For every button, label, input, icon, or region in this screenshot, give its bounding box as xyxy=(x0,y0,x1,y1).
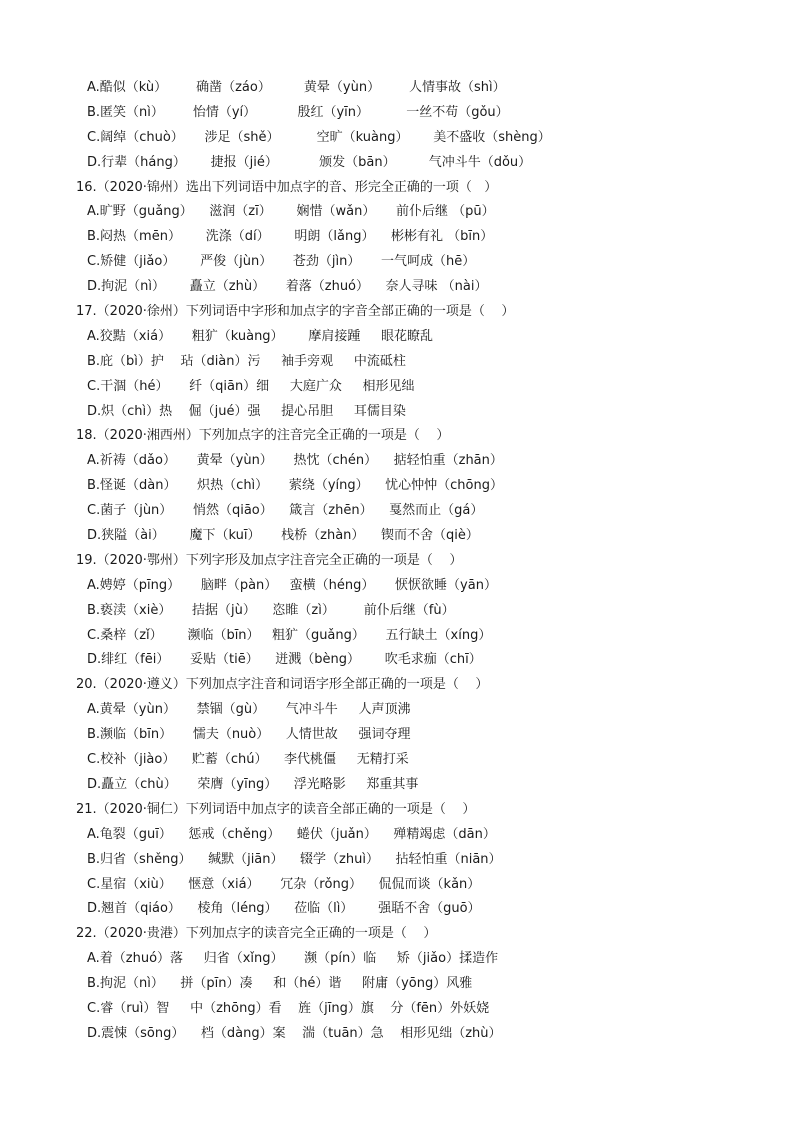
answer-option: A.祈祷（dǎo） 黄晕（yùn） 热忱（chén） 掂轻怕重（zhān） xyxy=(87,453,503,469)
answer-option: D.行辈（háng） 捷报（jié） 颁发（bān） 气冲斗牛（dǒu） xyxy=(87,154,532,170)
answer-option: B.闷热（mēn） 洗涤（dí） 明朗（lǎng） 彬彬有礼 （bīn） xyxy=(87,229,494,245)
answer-option: D.矗立（chù） 荣膺（yīng） 浮光略影 郑重其事 xyxy=(87,776,419,792)
question-stem: 17.（2020·徐州）下列词语中字形和加点字的字音全部正确的一项是（ ） xyxy=(76,304,515,320)
question-stem: 21.（2020·铜仁）下列词语中加点字的读音全部正确的一项是（ ） xyxy=(76,801,476,817)
answer-option: C.菌子（jùn） 悄然（qiāo） 箴言（zhēn） 戛然而止（gá） xyxy=(87,503,484,519)
answer-option: A.狡黠（xiá） 粗犷（kuàng） 摩肩接踵 眼花瞭乱 xyxy=(87,328,434,344)
answer-option: B.归省（shěng） 缄默（jiān） 辍学（zhuì） 拈轻怕重（niān） xyxy=(87,851,502,867)
question-stem: 18.（2020·湘西州）下列加点字的注音完全正确的一项是（ ） xyxy=(76,428,450,444)
answer-option: C.桑梓（zǐ） 濒临（bīn） 粗犷（guǎng） 五行缺土（xíng） xyxy=(87,627,492,643)
answer-option: B.怪诞（dàn） 炽热（chì） 萦绕（yíng） 忧心忡忡（chōng） xyxy=(87,478,503,494)
question-stem: 20.（2020·遵义）下列加点字注音和词语字形全部正确的一项是（ ） xyxy=(76,677,489,693)
answer-option: B.匿笑（nì） 怡情（yí） 殷红（yīn） 一丝不苟（gǒu） xyxy=(87,104,509,120)
answer-option: D.狭隘（ài） 魔下（kuī） 栈桥（zhàn） 锲而不舍（qiè） xyxy=(87,528,479,544)
answer-option: B.拘泥（nì） 拼（pīn）凑 和（hé）谐 附庸（yōng）风雅 xyxy=(87,976,473,992)
answer-option: C.校补（jiào） 贮蓄（chú） 李代桃僵 无精打采 xyxy=(87,752,409,768)
answer-option: C.星宿（xiù） 惬意（xiá） 冗杂（rǒng） 侃侃而谈（kǎn） xyxy=(87,876,481,892)
answer-option: D.翘首（qiáo） 棱角（léng） 莅临（lì） 强聒不舍（guō） xyxy=(87,901,481,917)
question-stem: 16.（2020·锦州）选出下列词语中加点字的音、形完全正确的一项（ ） xyxy=(76,179,498,195)
answer-option: D.炽（chì）热 倔（jué）强 提心吊胆 耳儒目染 xyxy=(87,403,406,419)
answer-option: C.睿（ruì）智 中（zhōng）看 旌（jīng）旗 分（fēn）外妖娆 xyxy=(87,1000,490,1016)
answer-option: A.娉婷（pīng） 脑畔（pàn） 蛮横（héng） 恹恹欲睡（yān） xyxy=(87,577,497,593)
question-list xyxy=(0,76,794,1047)
answer-option: A.着（zhuó）落 归省（xǐng） 濒（pín）临 矫（jiǎo）揉造作 xyxy=(87,951,499,967)
answer-option: B.庇（bì）护 玷（diàn）污 袖手旁观 中流砥柱 xyxy=(87,353,406,369)
answer-option: A.旷野（guǎng） 滋润（zī） 娴惜（wǎn） 前仆后继 （pū） xyxy=(87,204,495,220)
answer-option: C.干涸（hé） 纤（qiān）细 大庭广众 相形见绌 xyxy=(87,378,415,394)
answer-option: B.濒临（bīn） 懦夫（nuò） 人情世故 强词夺理 xyxy=(87,727,411,743)
answer-option: C.矫健（jiǎo） 严俊（jùn） 苍劲（jìn） 一气呵成（hē） xyxy=(87,254,476,270)
question-stem: 22.（2020·贵港）下列加点字的读音完全正确的一项是（ ） xyxy=(76,926,437,942)
answer-option: D.绯红（fēi） 妥贴（tiē） 迸溅（bèng） 吹毛求痂（chī） xyxy=(87,652,482,668)
answer-option: C.阔绰（chuò） 涉足（shě） 空旷（kuàng） 美不盛收（shèng） xyxy=(87,129,551,145)
answer-option: D.拘泥（nì） 矗立（zhù） 着落（zhuó） 奈人寻味 （nài） xyxy=(87,279,488,295)
answer-option: A.黄晕（yùn） 禁锢（gù） 气冲斗牛 人声顶沸 xyxy=(87,702,411,718)
question-stem: 19.（2020·鄂州）下列字形及加点字注音完全正确的一项是（ ） xyxy=(76,552,463,568)
answer-option: B.亵渎（xiè） 拮据（jù） 恣睢（zì） 前仆后继（fù） xyxy=(87,602,455,618)
answer-option: A.酷似（kù） 确凿（záo） 黄晕（yùn） 人情事故（shì） xyxy=(87,80,506,95)
answer-option: D.震悚（sōng） 档（dàng）案 湍（tuān）急 相形见绌（zhù） xyxy=(87,1025,502,1041)
answer-option: A.龟裂（guī） 惩戒（chěng） 蜷伏（juǎn） 殚精竭虑（dān） xyxy=(87,826,496,842)
